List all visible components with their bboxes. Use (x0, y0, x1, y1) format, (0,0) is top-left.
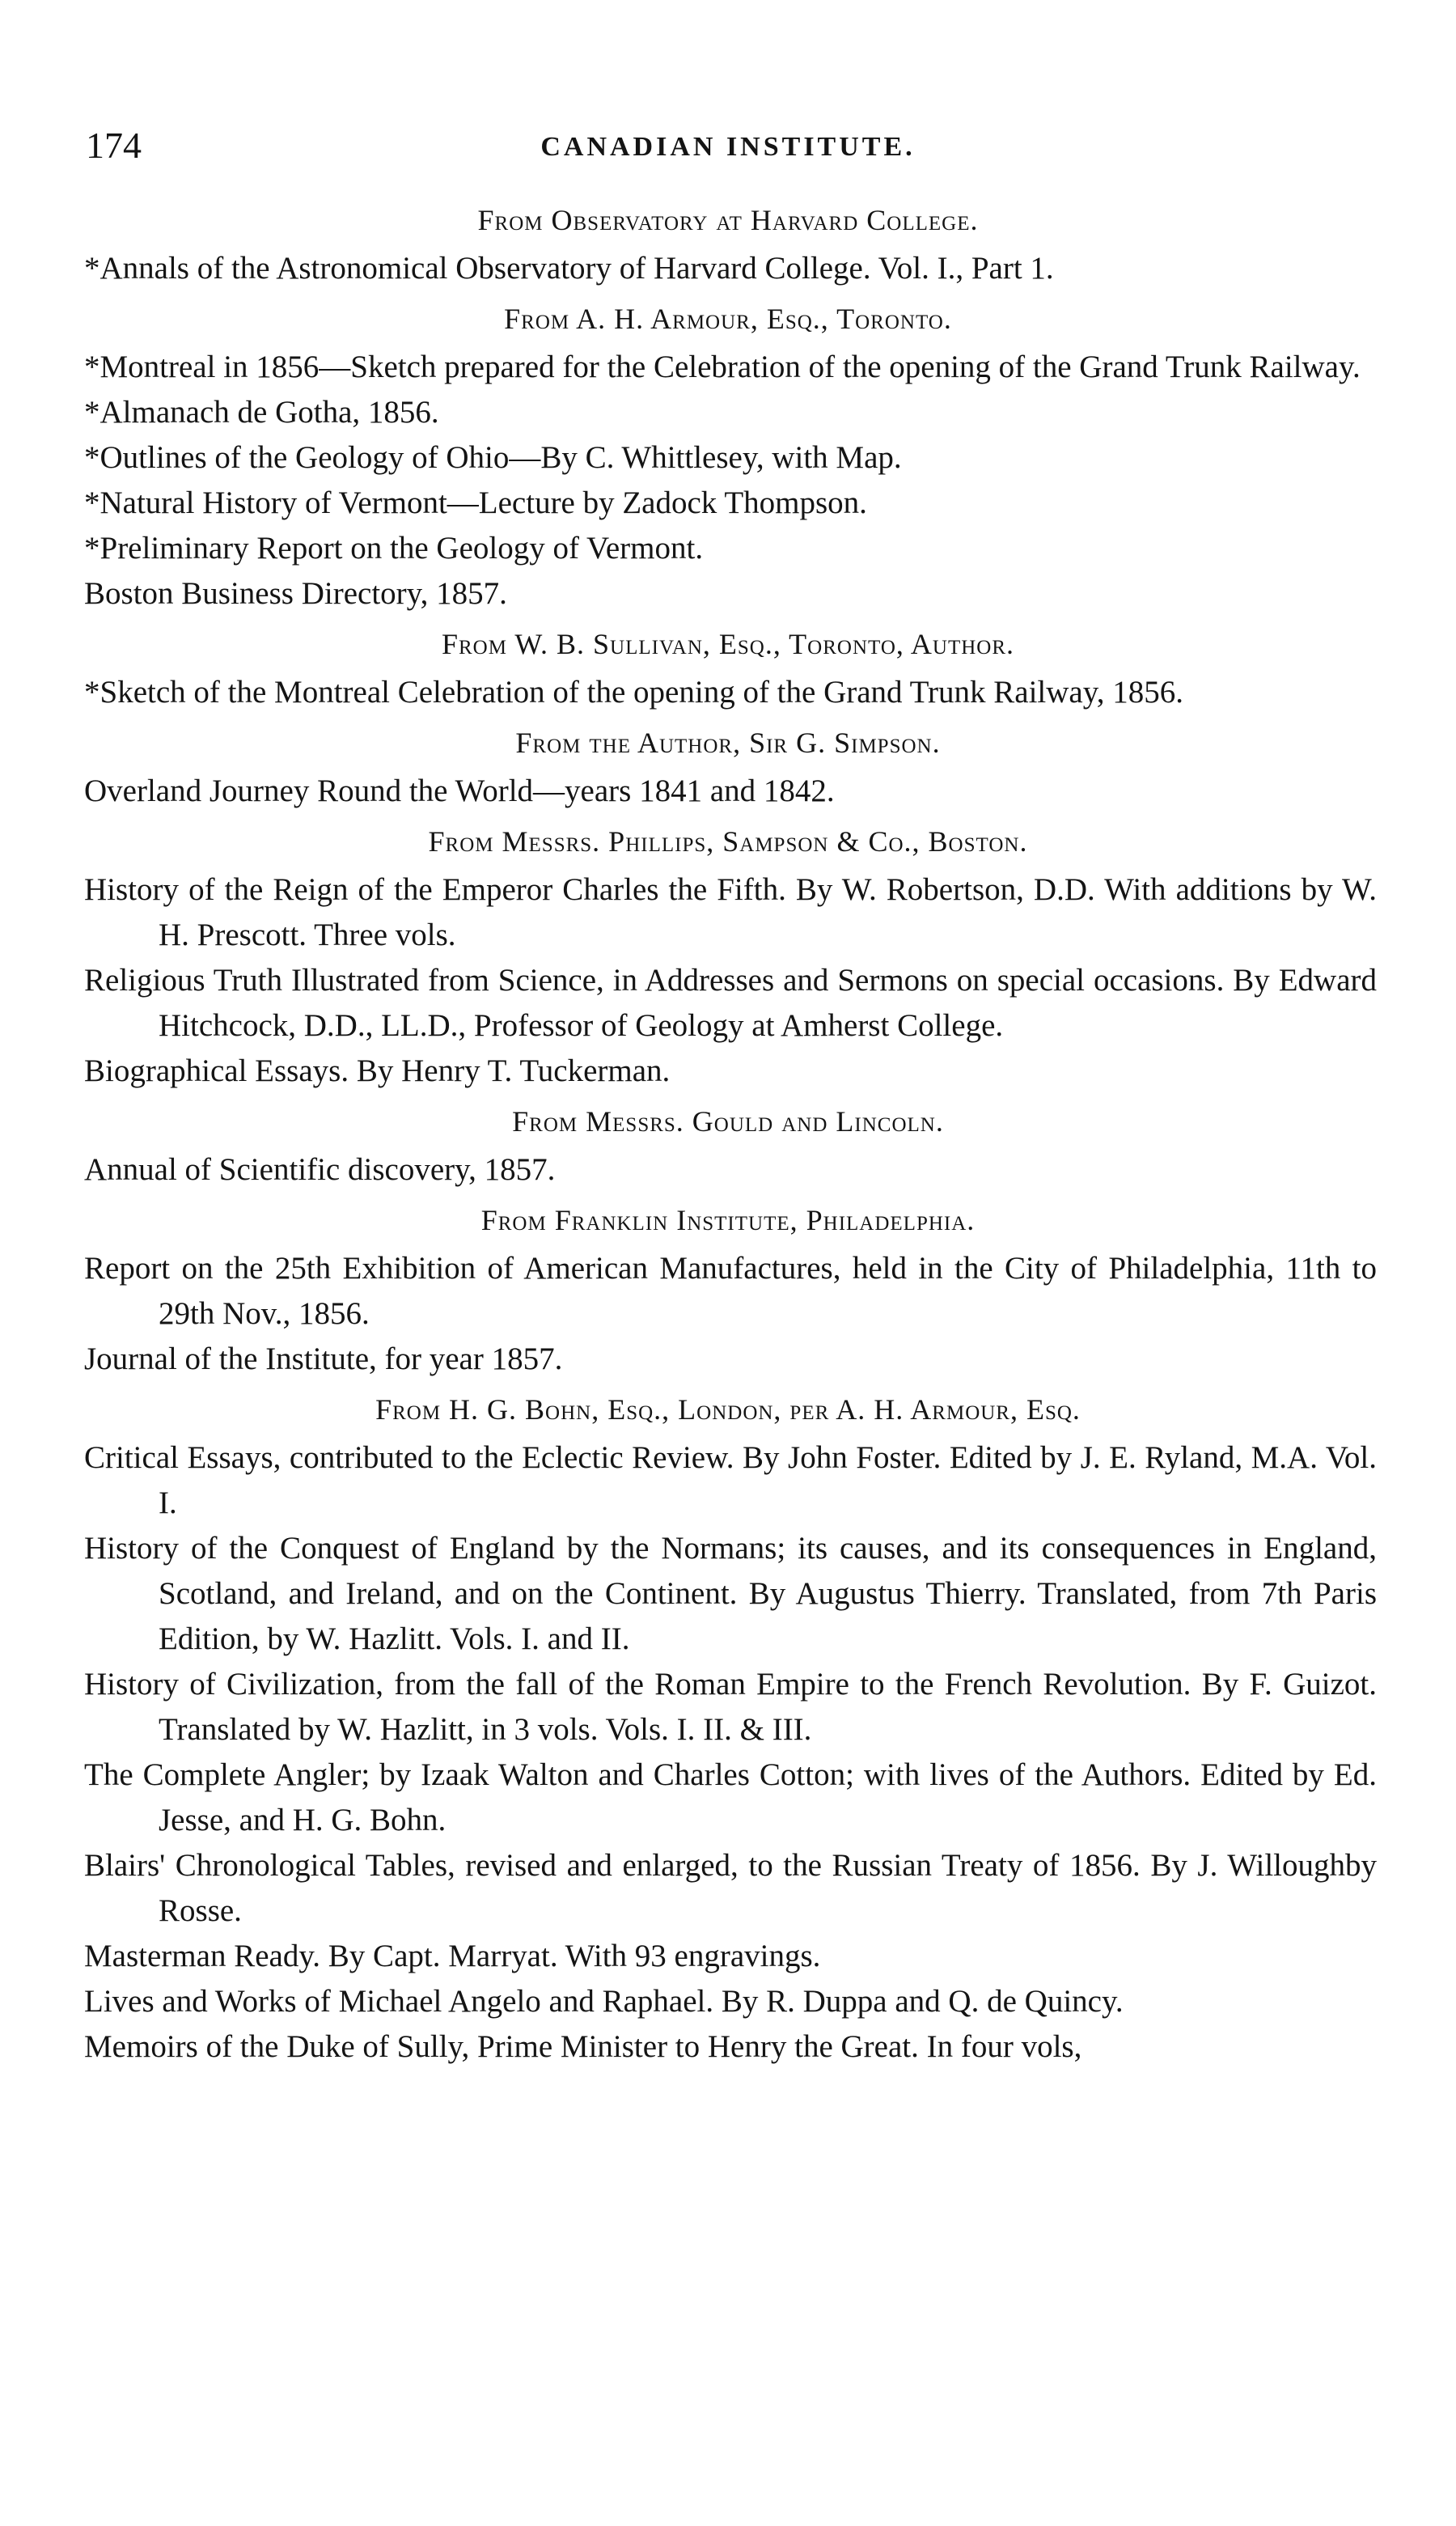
section-source: From Messrs. Gould and Lincoln. (512, 1105, 944, 1138)
page-header (0, 121, 1456, 178)
section-source: From A. H. Armour, Esq., Toronto. (504, 303, 952, 335)
list-item: *Outlines of the Geology of Ohio—By C. Whittlesey, with Map. (84, 440, 902, 475)
donation-section (0, 296, 1456, 617)
list-item: *Annals of the Astronomical Observatory of Harvard College. Vol. I., Part 1. (84, 251, 1054, 286)
donations-list (0, 193, 1456, 2070)
list-item: Lives and Works of Michael Angelo and Raphael. By R. Duppa and Q. de Quincy. (84, 1984, 1124, 2019)
section-source: From Franklin Institute, Philadelphia. (480, 1204, 976, 1236)
list-item: Religious Truth Illustrated from Science, in Addresses and Sermons on special occasions. By Edward Hitchcock, D.D., LL.D., Professor of Geology at Amherst College. (84, 963, 1377, 1043)
list-item: History of the Conquest of England by the Normans; its causes, and its consequences in England, Scotland, and Ireland, and on the Continent. By Augustus Thierry. Translated, from 7th Paris Edition, by W. Hazlitt. Vols. I. and II. (84, 1531, 1377, 1656)
section-source: From H. G. Bohn, Esq., London, per A. H. Armour, Esq. (375, 1393, 1081, 1426)
list-item: Masterman Ready. By Capt. Marryat. With 93 engravings. (84, 1939, 821, 1973)
donation-section (0, 1387, 1456, 2070)
list-item: Blairs' Chronological Tables, revised and enlarged, to the Russian Treaty of 1856. By J. Willoughby Rosse. (84, 1848, 1377, 1928)
list-item: *Preliminary Report on the Geology of Vermont. (84, 531, 704, 566)
section-source: From W. B. Sullivan, Esq., Toronto, Author. (441, 628, 1015, 660)
running-title: CANADIAN INSTITUTE. (540, 132, 916, 162)
donation-section (0, 197, 1456, 291)
page-number: 174 (86, 125, 142, 166)
list-item: The Complete Angler; by Izaak Walton and Charles Cotton; with lives of the Authors. Edited by Ed. Jesse, and H. G. Bohn. (84, 1757, 1377, 1837)
list-item: Overland Journey Round the World—years 1841 and 1842. (84, 773, 835, 808)
list-item: *Almanach de Gotha, 1856. (84, 395, 439, 430)
donation-section (0, 621, 1456, 715)
list-item: *Sketch of the Montreal Celebration of the opening of the Grand Trunk Railway, 1856. (84, 675, 1183, 710)
list-item: *Montreal in 1856—Sketch prepared for the Celebration of the opening of the Grand Trunk Railway. (84, 350, 1361, 384)
list-item: Annual of Scientific discovery, 1857. (84, 1152, 556, 1187)
list-item: History of the Reign of the Emperor Charles the Fifth. By W. Robertson, D.D. With additions by W. H. Prescott. Three vols. (84, 872, 1377, 952)
list-item: Critical Essays, contributed to the Eclectic Review. By John Foster. Edited by J. E. Ryland, M.A. Vol. I. (84, 1440, 1377, 1520)
list-item: Memoirs of the Duke of Sully, Prime Minister to Henry the Great. In four vols, (84, 2029, 1082, 2064)
donation-section (0, 819, 1456, 1094)
section-source: From the Author, Sir G. Simpson. (515, 727, 941, 759)
donation-section (0, 1197, 1456, 1382)
list-item: Boston Business Directory, 1857. (84, 576, 507, 611)
list-item: *Natural History of Vermont—Lecture by Zadock Thompson. (84, 485, 867, 520)
section-source: From Observatory at Harvard College. (477, 204, 979, 236)
list-item: Report on the 25th Exhibition of American Manufactures, held in the City of Philadelphia, 11th to 29th Nov., 1856. (84, 1251, 1377, 1331)
donation-section (0, 1099, 1456, 1193)
list-item: Biographical Essays. By Henry T. Tuckerman. (84, 1053, 671, 1088)
section-source: From Messrs. Phillips, Sampson & Co., Boston. (428, 825, 1028, 858)
list-item: History of Civilization, from the fall of the Roman Empire to the French Revolution. By F. Guizot. Translated by W. Hazlitt, in 3 vols. Vols. I. II. & III. (84, 1667, 1377, 1747)
list-item: Journal of the Institute, for year 1857. (84, 1341, 563, 1376)
donation-section (0, 720, 1456, 814)
